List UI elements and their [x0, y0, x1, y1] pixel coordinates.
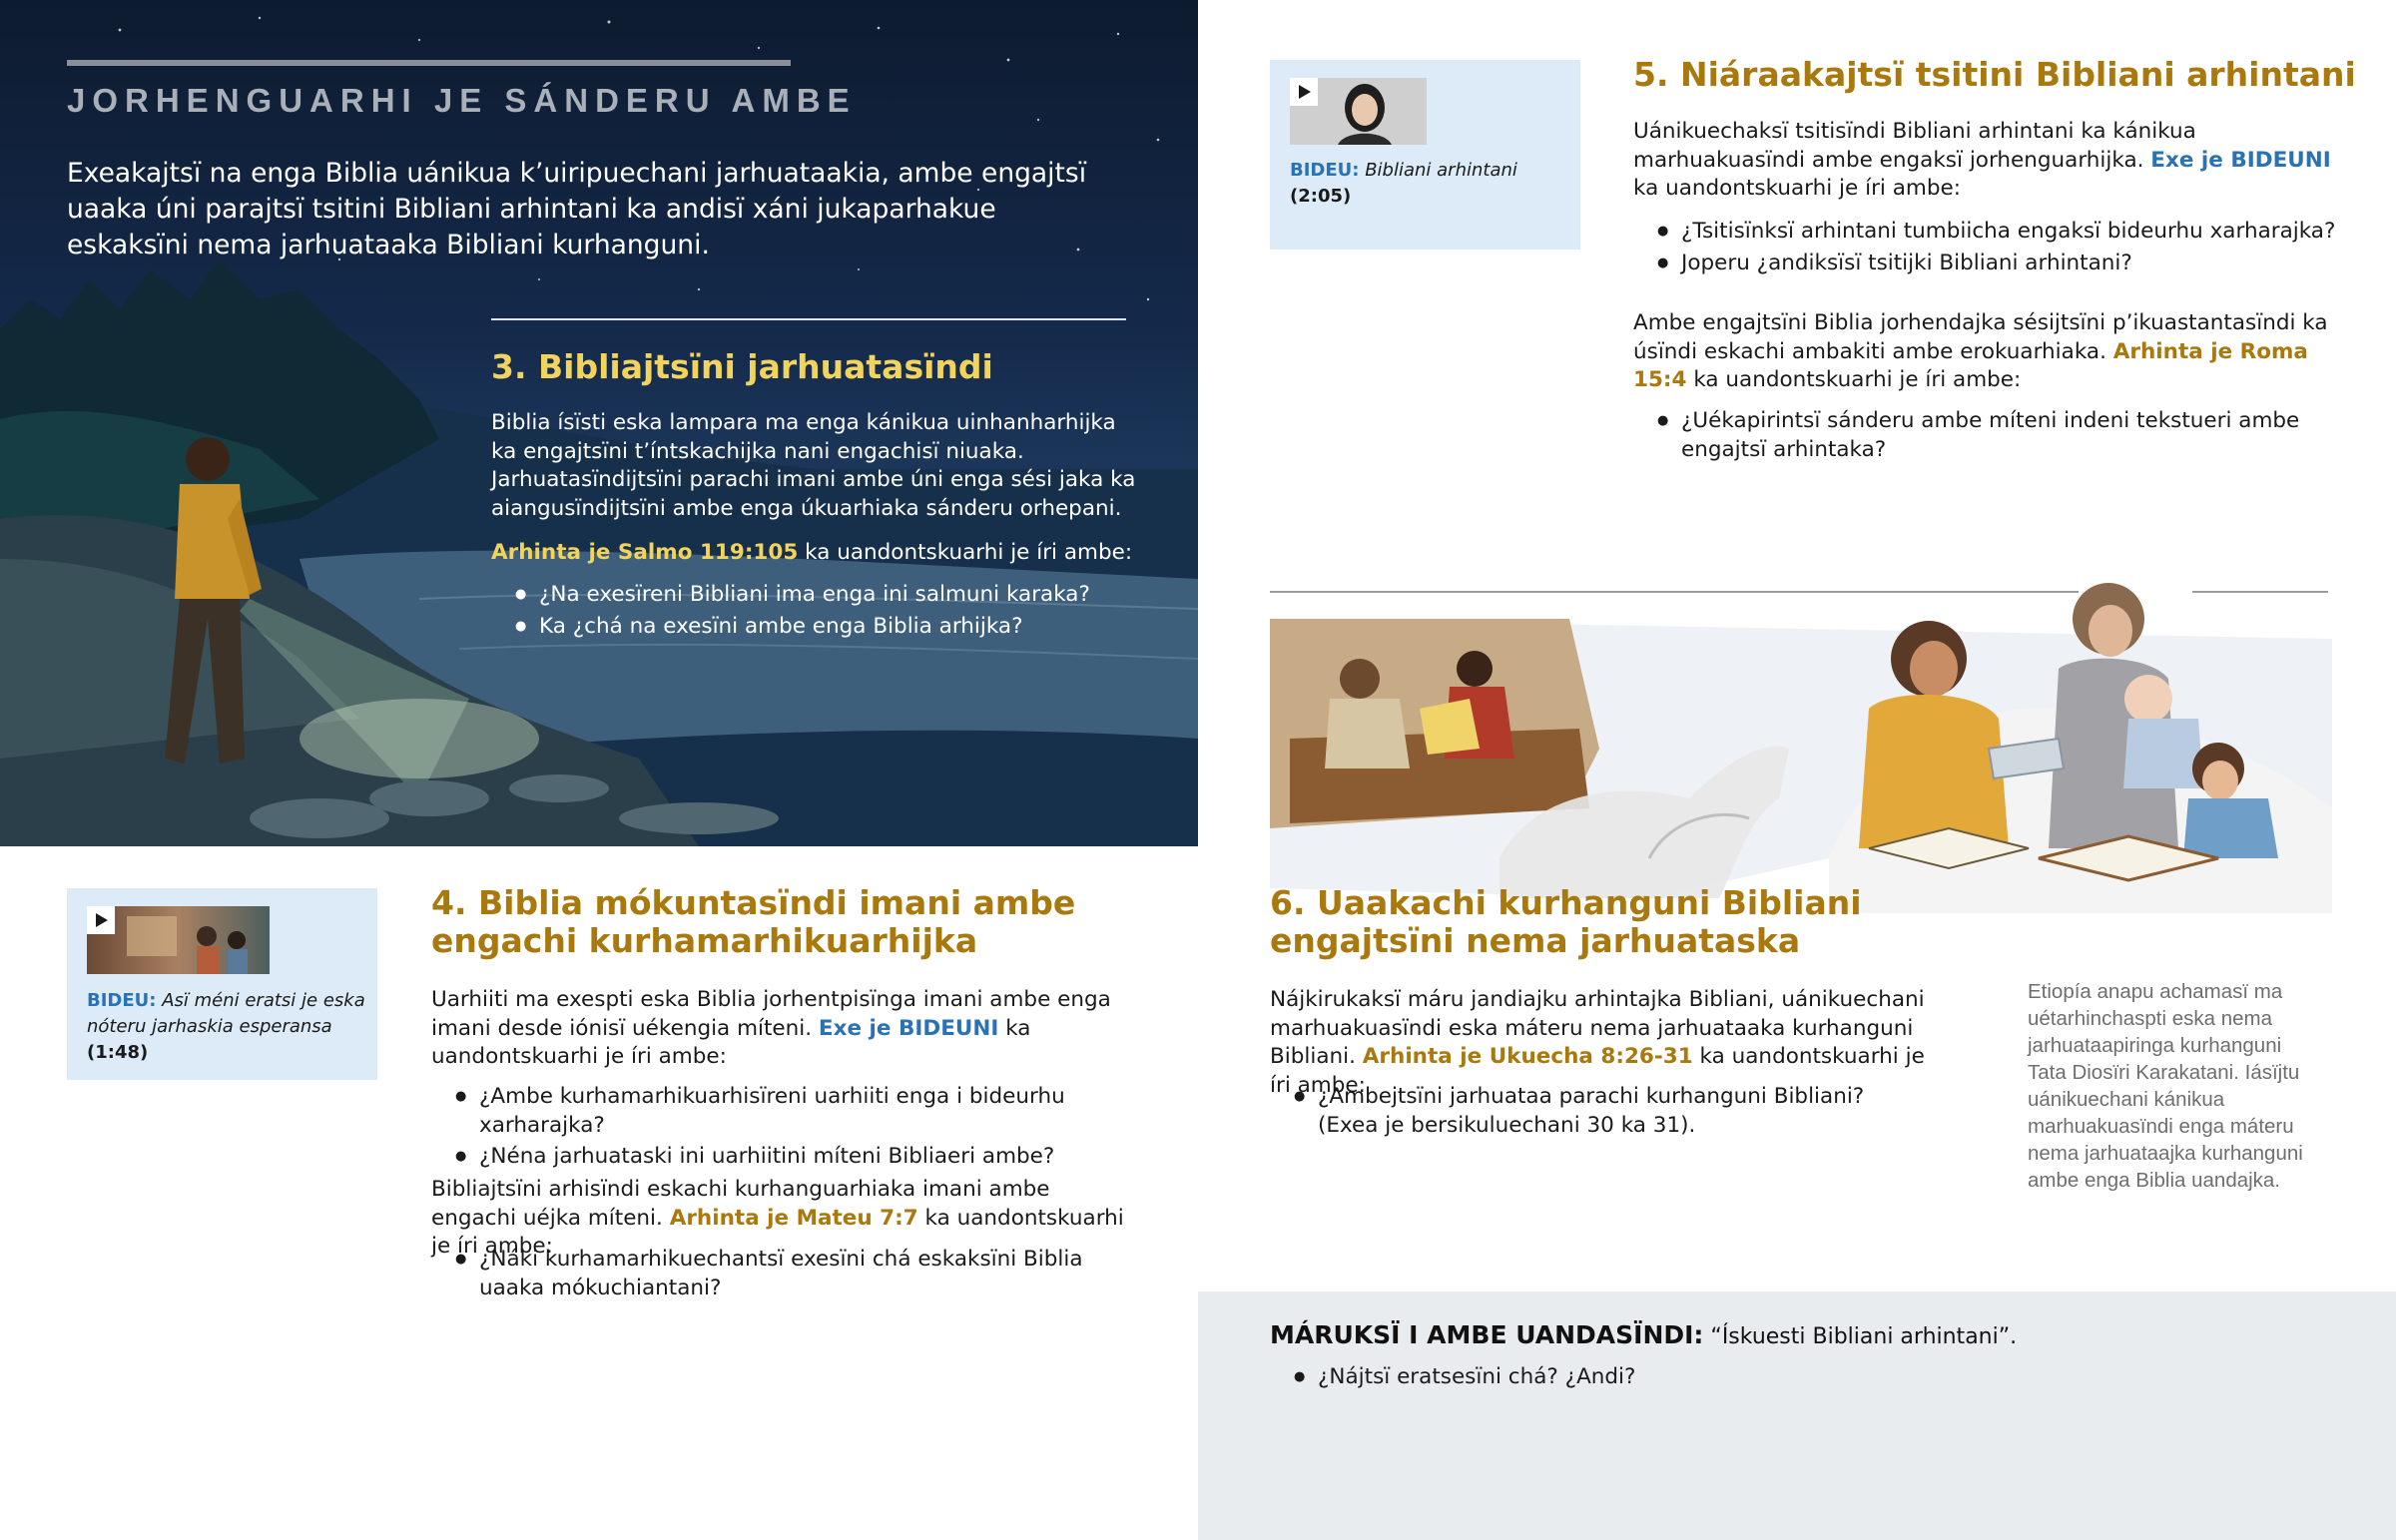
top-rule [67, 60, 791, 66]
section-5-paragraph-1 [1633, 118, 2332, 204]
list-item: ● ¿Na exesïreni Bibliani ima enga ini salmuni karaka? [491, 581, 1140, 610]
video-title[interactable]: Bibliani arhintani [1365, 160, 1517, 181]
video-box-esperansa[interactable] [67, 888, 377, 1080]
video-tag: BIDEU: [87, 990, 157, 1011]
section-3-ref-line [491, 539, 1140, 568]
section-6-heading [1270, 884, 1989, 960]
section-5-heading: 5. Niáraakajtsï tsitini Bibliani arhintani [1633, 55, 2356, 94]
video-thumbnail[interactable] [1290, 78, 1427, 145]
exe-bideuni-link[interactable]: Exe je BIDEUNI [818, 1015, 999, 1041]
section-4-para2-suffix: ka uandontskuarhi je íri ambe: [431, 1205, 1124, 1259]
list-item: ● ¿Ambejtsïni jarhuataa parachi kurhanguni Bibliani? (Exea je bersikuluechani 30 ka 31). [1270, 1083, 1889, 1140]
section-5-para2-text: Ambe engajtsïni Biblia jorhendajka sésijtsïni p’ikuastantasïndi ka úsïndi eskachi ambakiti ambe erokuarhiaka. [1633, 310, 2328, 364]
video-title[interactable]: Asï méni eratsi je eska nóteru jarhaskia esperansa [87, 990, 365, 1037]
section-6-para-text: Nájkirukaksï máru jandiajku arhintajka Bibliani, uánikuechani marhuakuasïndi eska máteru nema jarhuataaka kurhanguni Bibliani. [1270, 987, 1925, 1069]
list-item: ● Ka ¿chá na exesïni ambe enga Biblia arhijka? [491, 613, 1140, 642]
section-4-questions-2 [431, 1246, 1150, 1305]
section-4-para1-text: Uarhiiti ma exespti eska Biblia jorhentpisïnga imani ambe enga imani desde iónisï uékengia míteni. [431, 987, 1111, 1041]
section-6-para-suffix: ka uandontskuarhi je íri ambe: [1270, 1044, 1925, 1098]
section-4-questions-1 [431, 1083, 1150, 1175]
section-4-heading-line2: engachi kurhamarhikuarhijka [431, 921, 978, 960]
lesson-kicker: JORHENGUARHI JE SÁNDERU AMBE [67, 82, 857, 119]
salmo-reference-link[interactable]: Arhinta je Salmo 119:105 [491, 540, 799, 565]
review-panel-title-bold: MÁRUKSÏ I AMBE UANDASÏNDI: [1270, 1320, 1704, 1349]
review-panel-title [1270, 1319, 2017, 1353]
list-item: ● ¿Uékapirintsï sánderu ambe míteni indeni tekstueri ambe engajtsï arhintaka? [1633, 407, 2352, 464]
video-duration: (2:05) [1290, 186, 1352, 207]
section-6-questions [1270, 1083, 1889, 1143]
section-5-para2-suffix: ka uandontskuarhi je íri ambe: [1686, 367, 2022, 392]
video-thumbnail[interactable] [87, 906, 270, 974]
exe-bideuni-link[interactable]: Exe je BIDEUNI [2150, 147, 2331, 173]
section-6-heading-line1: 6. Uaakachi kurhanguni Bibliani [1270, 883, 1862, 922]
ukuecha-reference-link[interactable]: Arhinta je Ukuecha 8:26-31 [1362, 1044, 1693, 1069]
section-3-ref-suffix: ka uandontskuarhi je íri ambe: [798, 540, 1133, 565]
section-5-questions-1 [1633, 218, 2352, 280]
bible-study-illustration [1270, 559, 2332, 913]
list-item: ● ¿Ambe kurhamarhikuarhisïreni uarhiiti enga i bideurhu xarharajka? [431, 1083, 1150, 1140]
list-item: ● ¿Néna jarhuataski ini uarhiitini míteni Bibliaeri ambe? [431, 1143, 1150, 1172]
section-4-para2-text: Bibliajtsïni arhisïndi eskachi kurhanguarhiaka imani ambe engachi uéjka míteni. [431, 1177, 1050, 1231]
video-tag: BIDEU: [1290, 160, 1360, 181]
section-6-heading-line2: engajtsïni nema jarhuataska [1270, 921, 1801, 960]
section-5-para1-suffix: ka uandontskuarhi je íri ambe: [1633, 176, 1961, 201]
review-panel-title-rest: “Ískuesti Bibliani arhintani”. [1703, 1324, 2018, 1349]
list-item: ● ¿Náki kurhamarhikuechantsï exesïni chá eskaksïni Biblia uaaka mókuchiantani? [431, 1246, 1150, 1302]
section-4-paragraph-1 [431, 986, 1130, 1072]
play-icon[interactable] [87, 906, 115, 934]
video-box-bibliani-arhintani[interactable] [1270, 60, 1580, 250]
night-scene-illustration [0, 0, 1198, 846]
section-5-paragraph-2 [1633, 309, 2332, 395]
video-duration: (1:48) [87, 1042, 149, 1063]
list-item: ● ¿Tsitisïnksï arhintani tumbiicha engaksï bideurhu xarharajka? [1633, 218, 2352, 247]
section-3-rule [491, 318, 1126, 320]
mateu-reference-link[interactable]: Arhinta je Mateu 7:7 [669, 1205, 918, 1231]
play-icon[interactable] [1290, 78, 1318, 106]
section-4-heading [431, 884, 1130, 960]
video-label [87, 988, 366, 1066]
review-panel-questions [1270, 1363, 2168, 1395]
illustration-caption: Etiopía anapu achamasï ma uétarhinchaspti eska nema jarhuataapiringa kurhanguni Tata Diosïri Karakatani. Iásïjtu uánikuechani kánikua marhuakuasïndi enga máteru nema jarhuataajka kurhanguni ambe enga Biblia uandajka. [2028, 980, 2303, 1192]
roma-reference-link[interactable]: Arhinta je Roma 15:4 [1633, 338, 2308, 392]
video-label [1290, 158, 1569, 210]
list-item: ● Joperu ¿andiksïsï tsitijki Bibliani arhintani? [1633, 250, 2352, 278]
section-3-questions [491, 581, 1140, 644]
section-3-heading: 3. Bibliajtsïni jarhuatasïndi [491, 347, 993, 386]
section-3-paragraph: Biblia ísïsti eska lampara ma enga kánikua uinhanharhijka ka engajtsïni t’íntskachijka nani engachisï niuaka. Jarhuatasïndijtsïni parachi imani ambe úni enga sési jaka ka aiangusïndijtsïni ambe enga úkuarhiaka sánderu orhepani. [491, 410, 1136, 521]
intro-paragraph: Exeakajtsï na enga Biblia uánikua k’uiripuechani jarhuataakia, ambe engajtsï uaaka úni parajtsï tsitini Bibliani arhintani ka andisï xáni jukaparhakue eskaksïni nema jarhuataaka Bibliani kurhanguni. [67, 158, 1087, 260]
section-5-questions-2 [1633, 407, 2352, 467]
section-4-heading-line1: 4. Biblia mókuntasïndi imani ambe [431, 883, 1076, 922]
section-5-para1-text: Uánikuechaksï tsitisïndi Bibliani arhintani ka kánikua marhuakuasïndi ambe engaksï jorhenguarhijka. [1633, 119, 2196, 173]
list-item: ● ¿Nájtsï eratsesïni chá? ¿Andi? [1270, 1363, 2168, 1392]
section-4-para1-suffix: ka uandontskuarhi je íri ambe: [431, 1015, 1031, 1069]
